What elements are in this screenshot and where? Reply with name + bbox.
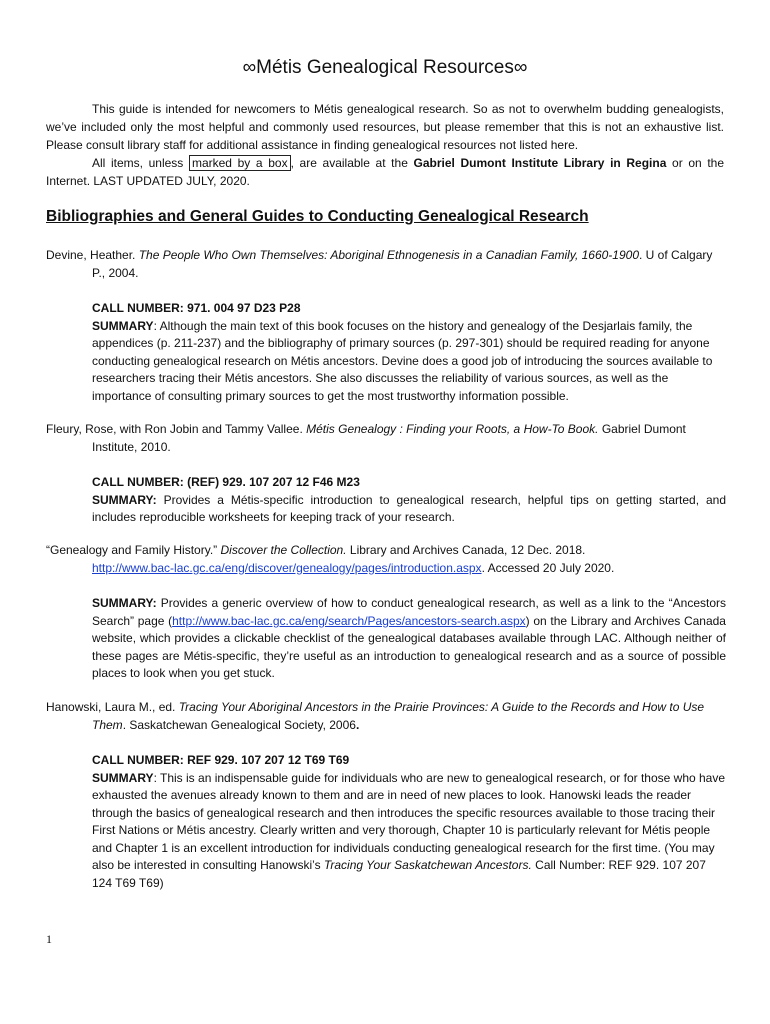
intro-paragraph-2 <box>46 154 724 190</box>
book-title: The People Who Own Themselves: Aboriginal Ethnogenesis in a Canadian Family, 1660-1900 <box>138 248 639 262</box>
summary-label: SUMMARY <box>92 318 154 333</box>
entry-details <box>92 300 726 405</box>
intro-section <box>46 100 724 190</box>
summary: SUMMARY: This is an indispensable guide for individuals who are new to genealogical research, or for those who have exhausted the avenues already known to them and are in need of new places to look. Hanowski leads the reader through the basics of genealogical research and then introduces the specific resources available to those tracing their First Nations or Métis ancestry. Clearly written and very thorough, Chapter 10 is particularly relevant for Métis people and Chapter 1 is an excellent introduction for individuals conducting genealogical research for the first time. (You may also be interested in consulting Hanowski’s Tracing Your Saskatchewan Ancestors. Call Number: REF 929. 107 207 124 T69 T69) <box>92 770 726 890</box>
bibliography-entry <box>46 699 726 892</box>
summary-label: SUMMARY: <box>92 596 157 610</box>
summary: SUMMARY: Provides a Métis-specific introduction to genealogical research, helpful tips on getting started, and includes reproducible worksheets for keeping track of your research. <box>92 492 726 524</box>
page-title: ∞Métis Genealogical Resources∞ <box>242 57 528 78</box>
library-name: Gabriel Dumont Institute Library in Regina <box>413 156 667 170</box>
intro-paragraph-1: This guide is intended for newcomers to Métis genealogical research. So as not to overwhelm budding genealogists, we’ve included only the most helpful and commonly used resources, but please remember that this is not an exhaustive list. Please consult library staff for additional assistance in finding genealogical resources not listed here. <box>46 102 724 152</box>
summary-label: SUMMARY <box>92 770 154 785</box>
ancestors-search-link[interactable]: http://www.bac-lac.gc.ca/eng/search/Pages/ancestors-search.aspx <box>172 613 526 628</box>
entry-details <box>92 474 726 527</box>
summary: SUMMARY: Provides a generic overview of how to conduct genealogical research, as well as a link to the “Ancestors Search” page (http://www.bac-lac.gc.ca/eng/search/Pages/ancestors-search.aspx) on the Library and Archives Canada website, which provides a clickable checklist of the genealogical databases available through LAC. Although neither of these pages are Métis-specific, they’re useful as an introduction to genealogical research and as a source of possible places to look when you get stuck. <box>92 596 726 680</box>
bibliography-entry <box>46 247 726 405</box>
section-heading: Bibliographies and General Guides to Conducting Genealogical Research <box>46 208 589 225</box>
entry-details <box>92 752 726 892</box>
citation: “Genealogy and Family History.” Discover the Collection. Library and Archives Canada, 12 Dec. 2018. http://www.bac-lac.gc.ca/eng/discover/genealogy/pages/introduction.aspx. Accessed 20 July 2020. <box>46 543 615 575</box>
bibliography-entry <box>46 421 726 527</box>
citation: Fleury, Rose, with Ron Jobin and Tammy Vallee. Métis Genealogy : Finding your Roots, a How-To Book. Gabriel Dumont Institute, 2010. <box>46 422 686 454</box>
citation: Devine, Heather. The People Who Own Themselves: Aboriginal Ethnogenesis in a Canadian Family, 1660-1900. U of Calgary P., 2004. <box>46 248 713 280</box>
bibliography-entry <box>46 542 726 683</box>
citation: Hanowski, Laura M., ed. Tracing Your Aboriginal Ancestors in the Prairie Provinces: A Guide to the Records and How to Use Them. Saskatchewan Genealogical Society, 2006. <box>46 700 705 732</box>
call-number: CALL NUMBER: 971. 004 97 D23 P28 <box>92 301 301 315</box>
entry-details <box>92 595 726 683</box>
call-number: CALL NUMBER: REF 929. 107 207 12 T69 T69 <box>92 753 350 767</box>
call-number: CALL NUMBER: (REF) 929. 107 207 12 F46 M23 <box>92 475 360 489</box>
intro-text: or on the Internet. LAST UPDATED JULY, 2020. <box>46 156 725 188</box>
summary: SUMMARY: Although the main text of this book focuses on the history and genealogy of the Desjarlais family, the appendices (p. 211-237) and the bibliography of primary sources (p. 297-301) should be required reading for anyone conducting genealogical research on Métis ancestors. Devine does a good job of introducing the sources available to researchers tracing their Métis ancestors. She also discusses the reliability of various sources, as well as the importance of consulting primary sources to get the most trustworthy information possible. <box>92 318 713 403</box>
book-title: Tracing Your Saskatchewan Ancestors. <box>323 858 532 872</box>
summary-label: SUMMARY: <box>92 492 157 507</box>
genealogy-introduction-link[interactable]: http://www.bac-lac.gc.ca/eng/discover/genealogy/pages/introduction.aspx <box>92 560 482 575</box>
book-title: Métis Genealogy : Finding your Roots, a How-To Book. <box>306 422 599 436</box>
page-number: 1 <box>46 932 52 946</box>
intro-text: , are available at the <box>290 156 414 170</box>
boxed-marker-example: marked by a box <box>189 155 291 171</box>
book-title: Tracing Your Aboriginal Ancestors in the Prairie Provinces: A Guide to the Records and How to Use Them <box>92 700 705 732</box>
website-title: Discover the Collection. <box>220 543 347 557</box>
intro-text: All items, unless <box>92 156 189 170</box>
